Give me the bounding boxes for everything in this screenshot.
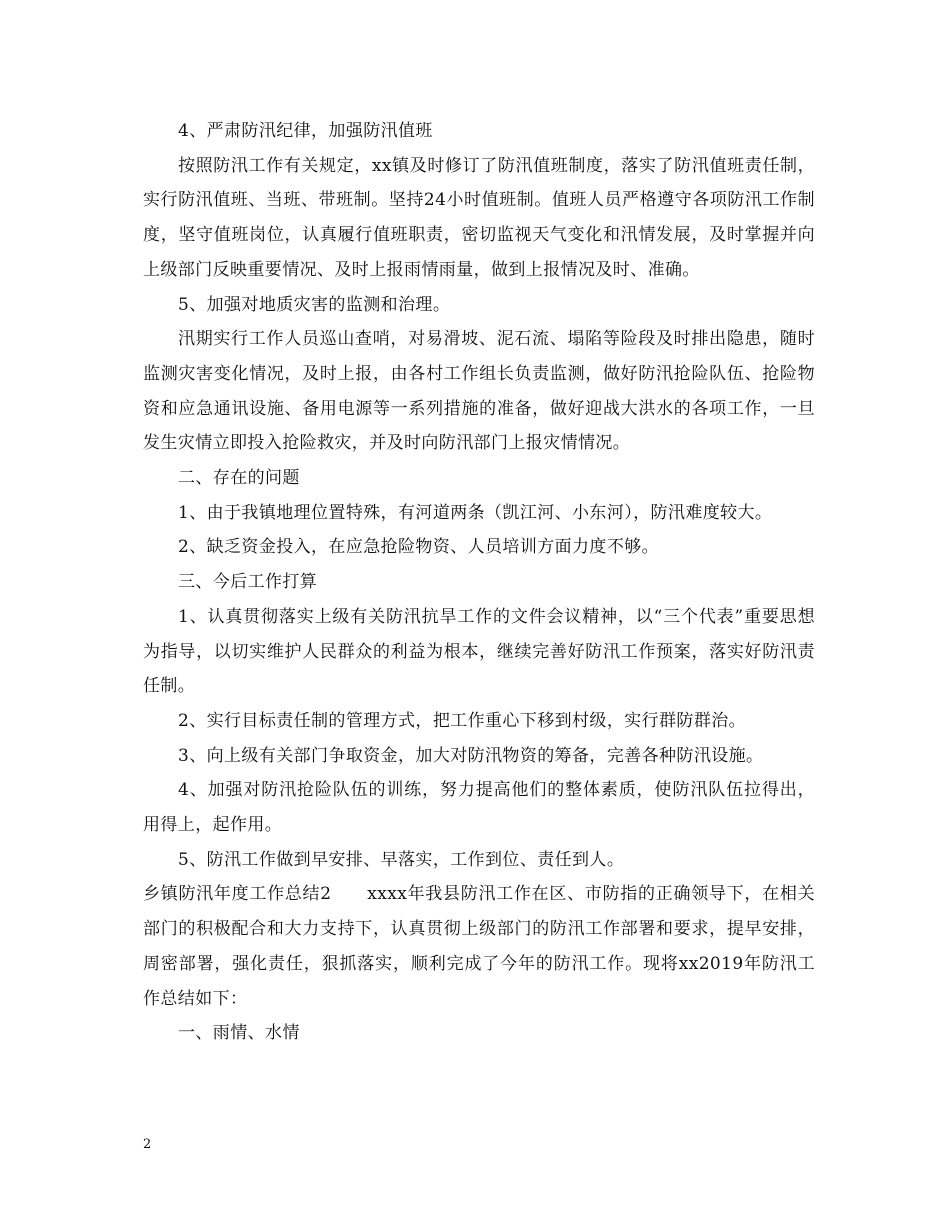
paragraph-problem-2: 2、缺乏资金投入，在应急抢险物资、人员培训方面力度不够。 bbox=[178, 537, 660, 558]
paragraph-plan-4: 4、加强对防汛抢险队伍的训练，努力提高他们的整体素质，使防汛队伍拉得出，用得上，起作用。 bbox=[143, 780, 815, 836]
paragraph-plan-3: 3、向上级有关部门争取资金，加大对防汛物资的筹备，完善各种防汛设施。 bbox=[178, 745, 764, 766]
paragraph-geological-monitoring: 汛期实行工作人员巡山查哨，对易滑坡、泥石流、塌陷等险段及时排出隐患，随时监测灾害变化情况，及时上报，由各村工作组长负责监测，做好防汛抢险队伍、抢险物资和应急通讯设施、备用电源等一系列措施的准备，做好迎战大洪水的各项工作，一旦发生灾情立即投入抢险救灾，并及时向防汛部门上报灾情情况。 bbox=[143, 329, 815, 454]
section-heading-plans: 三、今后工作打算 bbox=[178, 572, 318, 593]
document-body bbox=[143, 114, 815, 1051]
paragraph-heading-5: 5、加强对地质灾害的监测和治理。 bbox=[178, 294, 451, 315]
section-heading-problems: 二、存在的问题 bbox=[178, 468, 300, 489]
paragraph-problem-1: 1、由于我镇地理位置特殊，有河道两条（凯江河、小东河），防汛难度较大。 bbox=[178, 502, 773, 523]
paragraph-plan-1: 1、认真贯彻落实上级有关防汛抗旱工作的文件会议精神，以“三个代表”重要思想为指导，以切实维护人民群众的利益为根本，继续完善好防汛工作预案，落实好防汛责任制。 bbox=[143, 606, 815, 697]
paragraph-duty-system: 按照防汛工作有关规定，xx镇及时修订了防汛值班制度，落实了防汛值班责任制，实行防汛值班、当班、带班制。坚持24小时值班制。值班人员严格遵守各项防汛工作制度，坚守值班岗位，认真履行值班职责，密切监视天气变化和汛情发展，及时掌握并向上级部门反映重要情况、及时上报雨情雨量，做到上报情况及时、准确。 bbox=[143, 155, 815, 280]
paragraph-summary-2-intro: 乡镇防汛年度工作总结2 xxxx年我县防汛工作在区、市防指的正确领导下，在相关部门的积极配合和大力支持下，认真贯彻上级部门的防汛工作部署和要求，提早安排，周密部署，强化责任，狠抓落实，顺利完成了今年的防汛工作。现将xx2019年防汛工作总结如下： bbox=[143, 884, 815, 1009]
paragraph-plan-2: 2、实行目标责任制的管理方式，把工作重心下移到村级，实行群防群治。 bbox=[178, 710, 747, 731]
section-heading-rain-water: 一、雨情、水情 bbox=[178, 1023, 300, 1044]
page-number: 2 bbox=[143, 1137, 152, 1152]
paragraph-heading-4: 4、严肃防汛纪律，加强防汛值班 bbox=[178, 121, 433, 141]
paragraph-plan-5: 5、防汛工作做到早安排、早落实，工作到位、责任到人。 bbox=[178, 849, 625, 870]
